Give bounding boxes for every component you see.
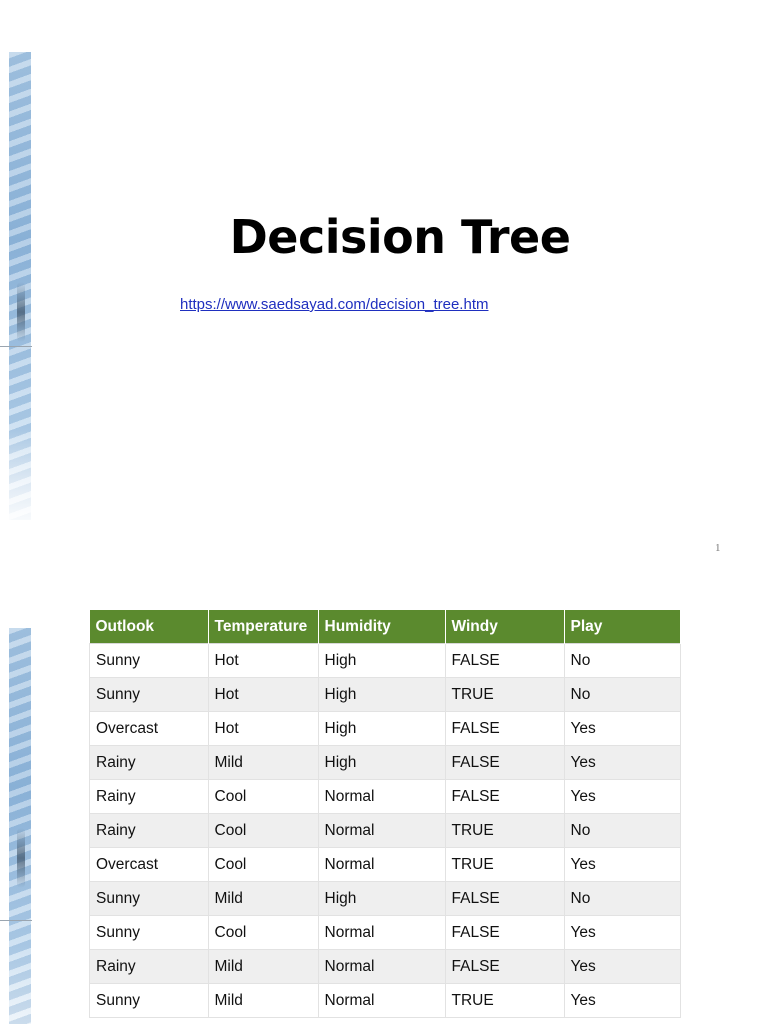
cell-humidity: Normal: [318, 780, 445, 814]
cell-play: No: [564, 882, 681, 916]
reference-link[interactable]: https://www.saedsayad.com/decision_tree.htm: [180, 296, 489, 313]
table-row: [90, 712, 681, 746]
cell-play: Yes: [564, 848, 681, 882]
table-row: [90, 848, 681, 882]
cell-humidity: High: [318, 678, 445, 712]
cell-play: No: [564, 644, 681, 678]
cell-outlook: Sunny: [90, 984, 209, 1018]
cell-play: Yes: [564, 780, 681, 814]
cell-play: Yes: [564, 712, 681, 746]
cell-windy: TRUE: [445, 814, 564, 848]
cell-temperature: Cool: [208, 848, 318, 882]
cell-play: Yes: [564, 984, 681, 1018]
column-header-temperature: Temperature: [208, 610, 318, 644]
cell-humidity: High: [318, 882, 445, 916]
cell-outlook: Rainy: [90, 780, 209, 814]
cell-temperature: Hot: [208, 678, 318, 712]
table-row: [90, 678, 681, 712]
table-row: [90, 916, 681, 950]
stripe-shadow: [17, 282, 25, 342]
cell-outlook: Sunny: [90, 916, 209, 950]
stripe-shadow: [17, 828, 25, 888]
cell-outlook: Overcast: [90, 712, 209, 746]
stripe-fade: [9, 430, 31, 520]
cell-play: Yes: [564, 950, 681, 984]
cell-play: Yes: [564, 916, 681, 950]
column-header-outlook: Outlook: [90, 610, 209, 644]
weather-play-table: [89, 610, 681, 1018]
cell-outlook: Sunny: [90, 644, 209, 678]
cell-humidity: Normal: [318, 848, 445, 882]
cell-windy: TRUE: [445, 678, 564, 712]
cell-play: No: [564, 678, 681, 712]
column-header-play: Play: [564, 610, 681, 644]
cell-windy: FALSE: [445, 882, 564, 916]
cell-outlook: Overcast: [90, 848, 209, 882]
cell-play: No: [564, 814, 681, 848]
margin-tick: [0, 920, 32, 921]
decorative-side-stripe: [9, 52, 31, 520]
cell-humidity: Normal: [318, 984, 445, 1018]
table-row: [90, 950, 681, 984]
cell-temperature: Cool: [208, 814, 318, 848]
table-row: [90, 882, 681, 916]
cell-temperature: Hot: [208, 712, 318, 746]
cell-windy: FALSE: [445, 950, 564, 984]
cell-outlook: Rainy: [90, 814, 209, 848]
table-row: [90, 984, 681, 1018]
cell-humidity: Normal: [318, 814, 445, 848]
cell-play: Yes: [564, 746, 681, 780]
cell-temperature: Mild: [208, 882, 318, 916]
table-body: [90, 644, 681, 1018]
cell-temperature: Cool: [208, 916, 318, 950]
decorative-side-stripe: [9, 628, 31, 1024]
table-header-row: [90, 610, 681, 644]
cell-outlook: Sunny: [90, 882, 209, 916]
page-number: 1: [715, 542, 721, 554]
cell-temperature: Mild: [208, 950, 318, 984]
cell-windy: FALSE: [445, 916, 564, 950]
cell-humidity: High: [318, 644, 445, 678]
cell-temperature: Mild: [208, 984, 318, 1018]
cell-humidity: Normal: [318, 916, 445, 950]
cell-windy: FALSE: [445, 712, 564, 746]
cell-temperature: Cool: [208, 780, 318, 814]
column-header-humidity: Humidity: [318, 610, 445, 644]
cell-humidity: High: [318, 712, 445, 746]
cell-temperature: Hot: [208, 644, 318, 678]
margin-tick: [0, 346, 32, 347]
slide-title: Decision Tree: [229, 210, 571, 264]
table-row: [90, 780, 681, 814]
table-row: [90, 814, 681, 848]
cell-windy: FALSE: [445, 644, 564, 678]
column-header-windy: Windy: [445, 610, 564, 644]
cell-humidity: High: [318, 746, 445, 780]
cell-outlook: Rainy: [90, 746, 209, 780]
cell-windy: TRUE: [445, 984, 564, 1018]
cell-outlook: Rainy: [90, 950, 209, 984]
cell-outlook: Sunny: [90, 678, 209, 712]
table-row: [90, 746, 681, 780]
cell-windy: FALSE: [445, 780, 564, 814]
cell-windy: TRUE: [445, 848, 564, 882]
cell-windy: FALSE: [445, 746, 564, 780]
cell-temperature: Mild: [208, 746, 318, 780]
table-row: [90, 644, 681, 678]
cell-humidity: Normal: [318, 950, 445, 984]
